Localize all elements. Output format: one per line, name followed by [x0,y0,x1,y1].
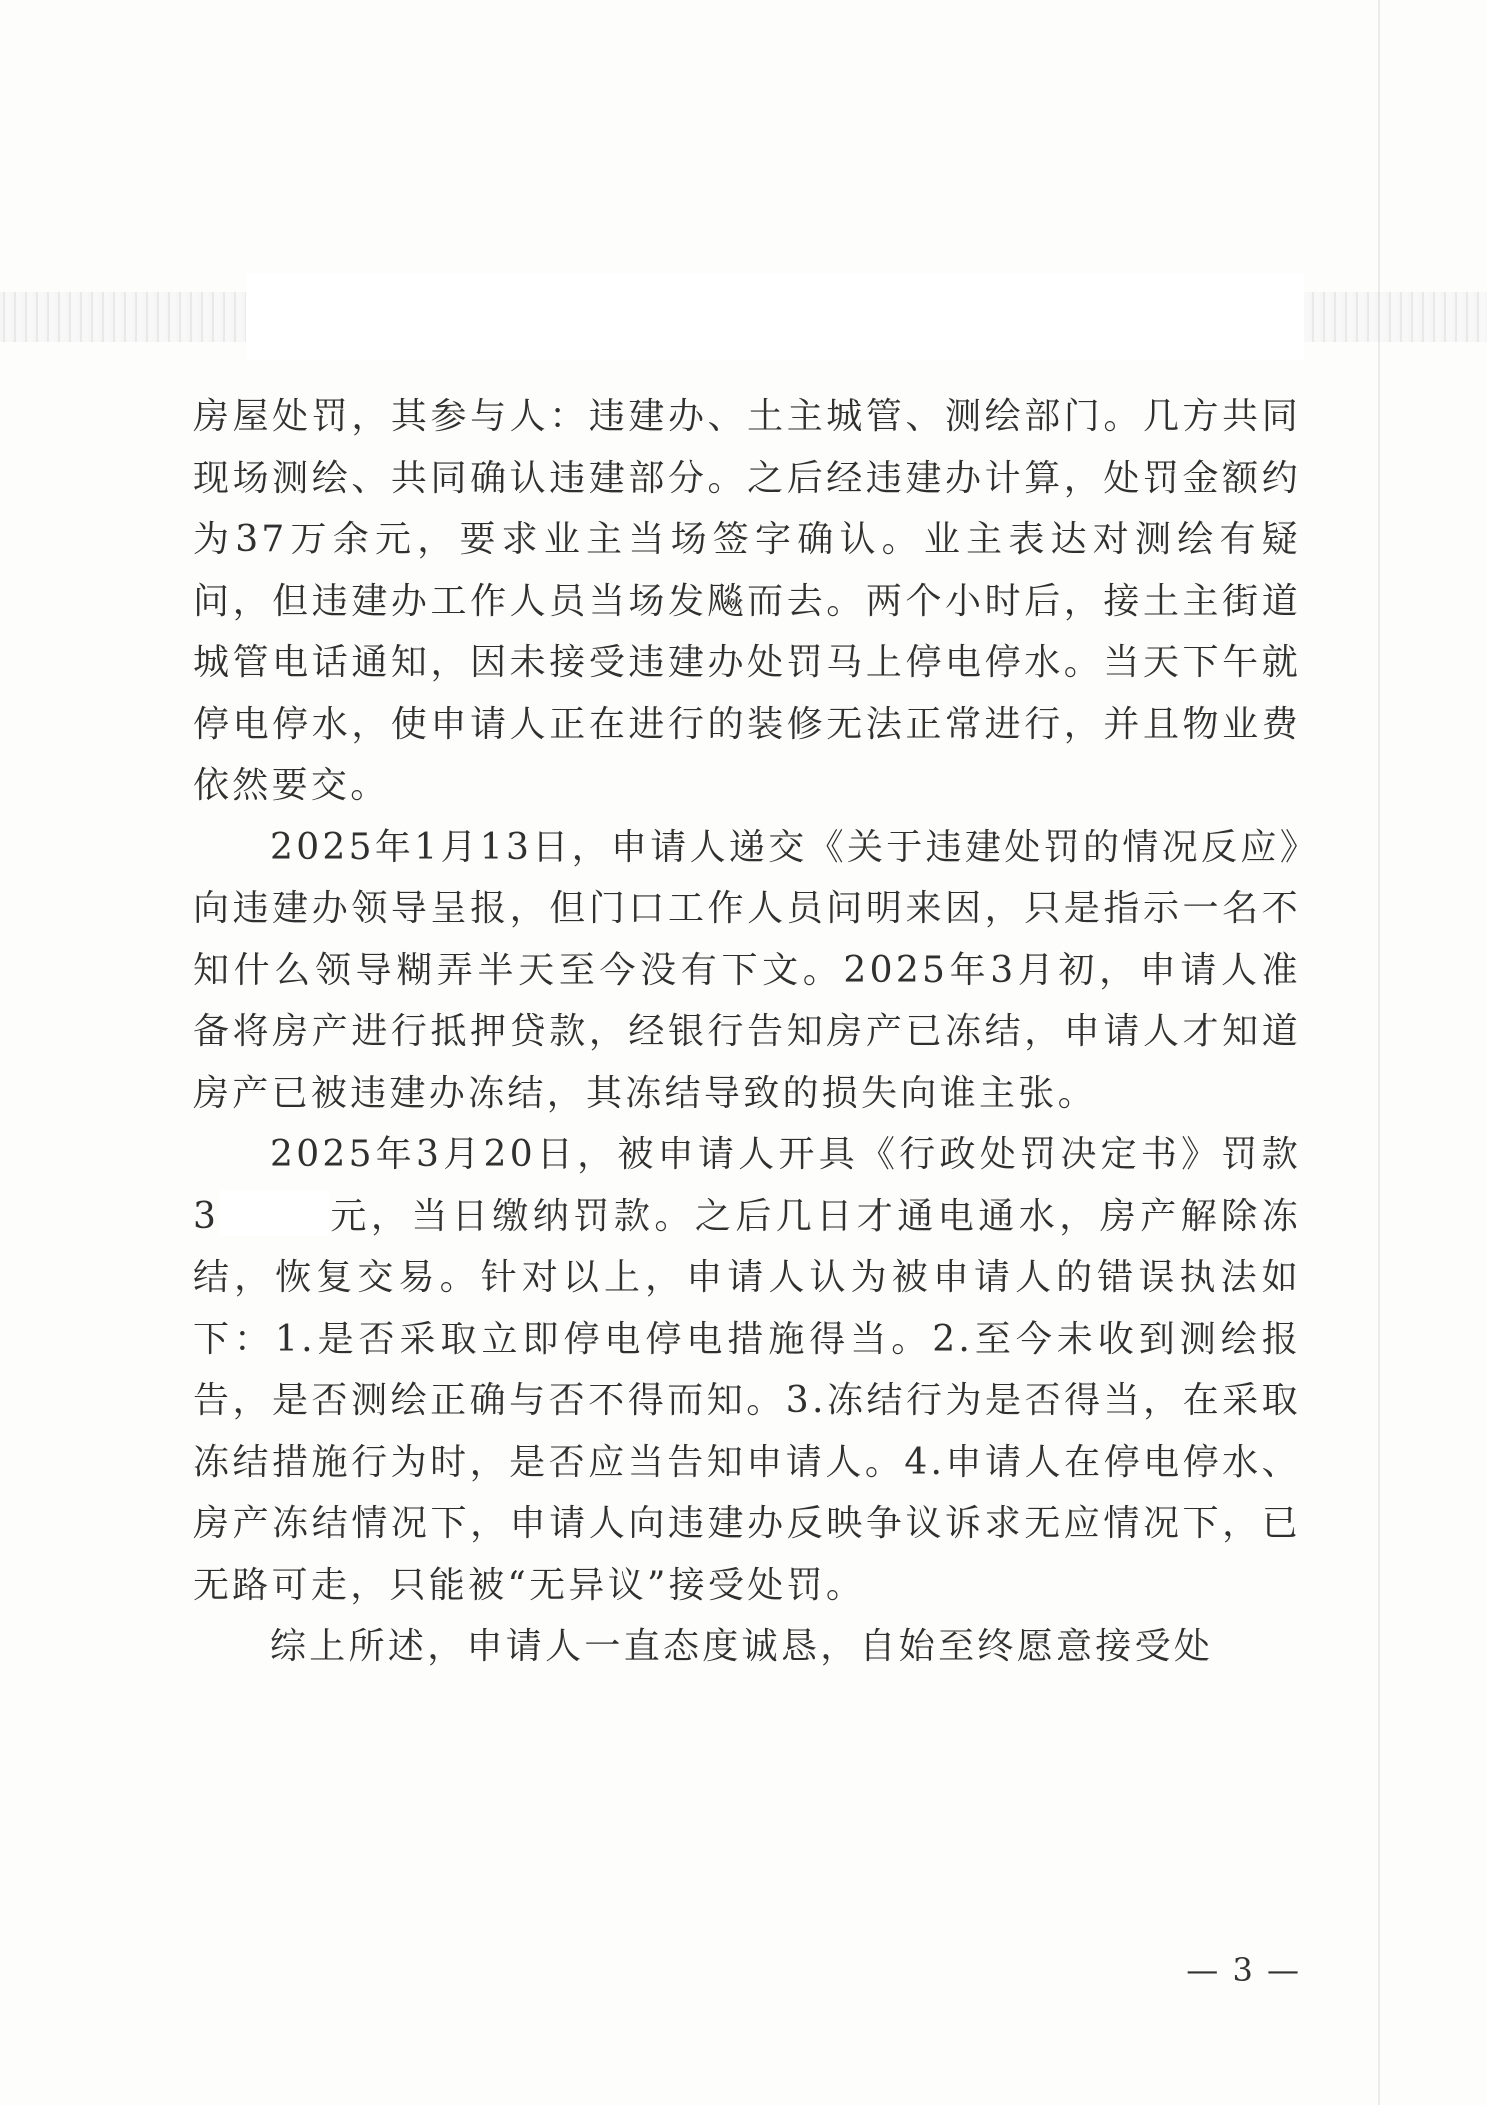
paragraph-1: 房屋处罚，其参与人：违建办、土主城管、测绘部门。几方共同现场测绘、共同确认违建部分。之后经违建办计算，处罚金额约为37万余元，要求业主当场签字确认。业主表达对测绘有疑问，但违建办工作人员当场发飚而去。两个小时后，接土主街道城管电话通知，因未接受违建办处罚马上停电停水。当天下午就停电停水，使申请人正在进行的装修无法正常进行，并且物业费依然要交。 [193,396,1301,806]
paragraph-4: 综上所述，申请人一直态度诚恳，自始至终愿意接受处 [270,1626,1214,1667]
paragraph-3-part-2: 元，当日缴纳罚款。之后几日才通电通水，房产解除冻结，恢复交易。针对以上，申请人认为被申请人的错误执法如下：1.是否采取立即停电停电措施得当。2.至今未收到测绘报告，是否测绘正确与否不得而知。3.冻结行为是否得当，在采取冻结措施行为时，是否应当告知申请人。4.申请人在停电停水、房产冻结情况下，申请人向违建办反映争议诉求无应情况下，已无路可走，只能被“无异议”接受处罚。 [193,1195,1301,1606]
paragraph-3-part-1: 2025年3月20日，被申请人开具《行政处罚决定书》罚款3 [193,1134,1301,1237]
document-body [193,386,1301,1678]
redaction-block [246,274,1304,360]
paragraph-2: 2025年1月13日，申请人递交《关于违建处罚的情况反应》向违建办领导呈报，但门口工作人员问明来因，只是指示一名不知什么领导糊弄半天至今没有下文。2025年3月初，申请人准备将房产进行抵押贷款，经银行告知房产已冻结，申请人才知道房产已被违建办冻结，其冻结导致的损失向谁主张。 [193,826,1301,1114]
page-number: — 3 — [1186,1951,1301,1989]
redacted-amount [219,1190,329,1236]
paragraph-3 [193,1124,1301,1616]
